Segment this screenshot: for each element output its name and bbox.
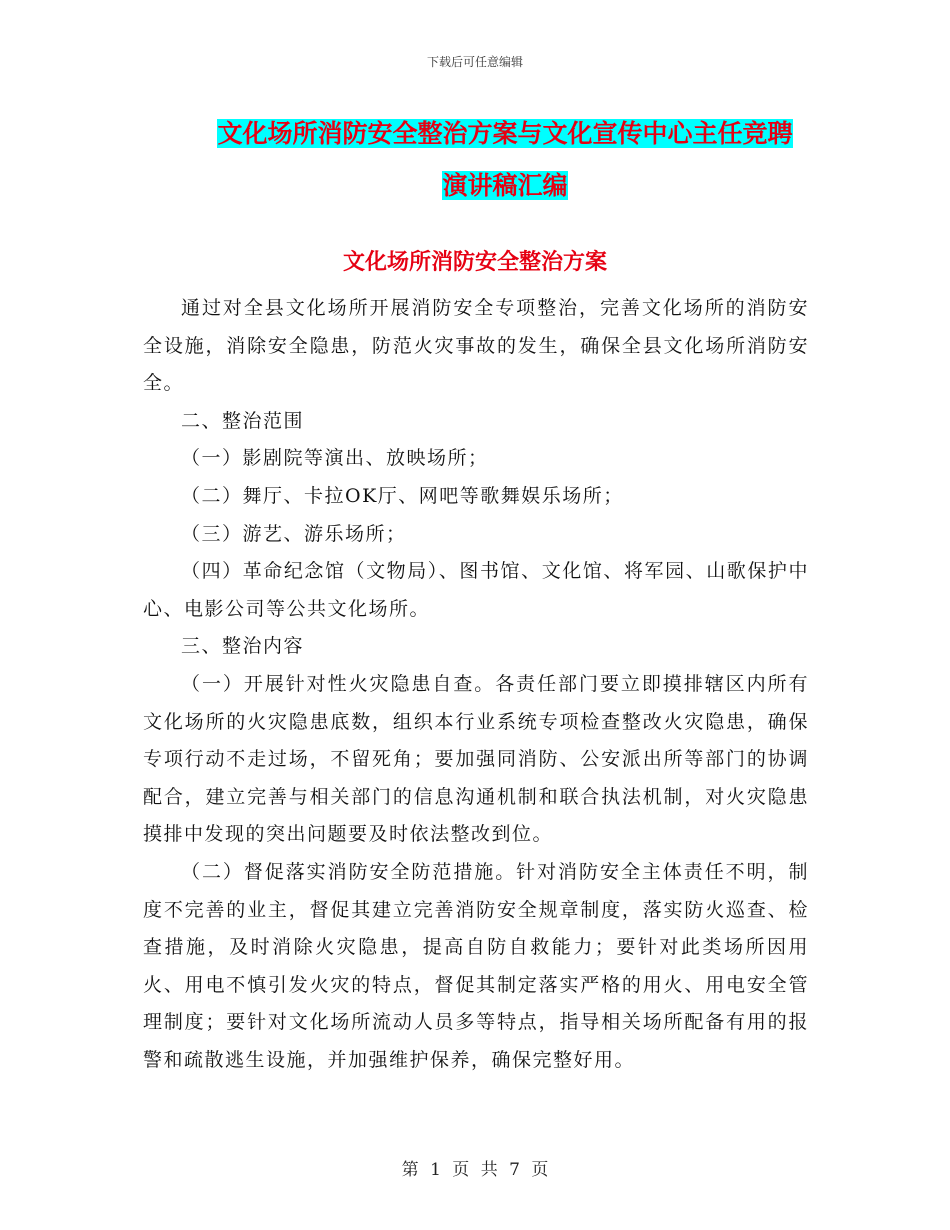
page-footer: 第 1 页 共 7 页 xyxy=(401,1160,549,1180)
page-header: 下载后可任意编辑 xyxy=(426,55,523,69)
paragraph: 三、整治内容 xyxy=(181,635,305,658)
paragraph: 通过对全县文化场所开展消防安全专项整治，完善文化场所的消防安全设施，消除安全隐患，防范火灾事故的发生，确保全县文化场所消防安全。 xyxy=(143,297,809,395)
document-title xyxy=(140,108,870,212)
paragraph: （一）影剧院等演出、放映场所； xyxy=(181,447,489,470)
paragraph: （四）革命纪念馆（文物局）、图书馆、文化馆、将军园、山歌保护中心、电影公司等公共文化场所。 xyxy=(143,560,809,620)
paragraph: （一）开展针对性火灾隐患自查。各责任部门要立即摸排辖区内所有文化场所的火灾隐患底数，组织本行业系统专项检查整改火灾隐患，确保专项行动不走过场，不留死角；要加强同消防、公安派出所等部门的协调配合，建立完善与相关部门的信息沟通机制和联合执法机制，对火灾隐患摸排中发现的突出问题要及时依法整改到位。 xyxy=(143,672,809,846)
paragraph: （二）舞厅、卡拉OK厅、网吧等歌舞娱乐场所； xyxy=(181,484,624,507)
document-body xyxy=(143,290,809,1079)
section-title: 文化场所消防安全整治方案 xyxy=(342,250,607,275)
document-title-line-1: 文化场所消防安全整治方案与文化宣传中心主任竞聘 xyxy=(217,119,793,148)
document-title-line-2: 演讲稿汇编 xyxy=(442,171,568,200)
paragraph: 二、整治范围 xyxy=(181,409,305,432)
paragraph: （二）督促落实消防安全防范措施。针对消防安全主体责任不明，制度不完善的业主，督促其建立完善消防安全规章制度，落实防火巡查、检查措施，及时消除火灾隐患，提高自防自救能力；要针对此类场所因用火、用电不慎引发火灾的特点，督促其制定落实严格的用火、用电安全管理制度；要针对文化场所流动人员多等特点，指导相关场所配备有用的报警和疏散逃生设施，并加强维护保养，确保完整好用。 xyxy=(143,860,809,1071)
paragraph: （三）游艺、游乐场所； xyxy=(181,522,407,545)
